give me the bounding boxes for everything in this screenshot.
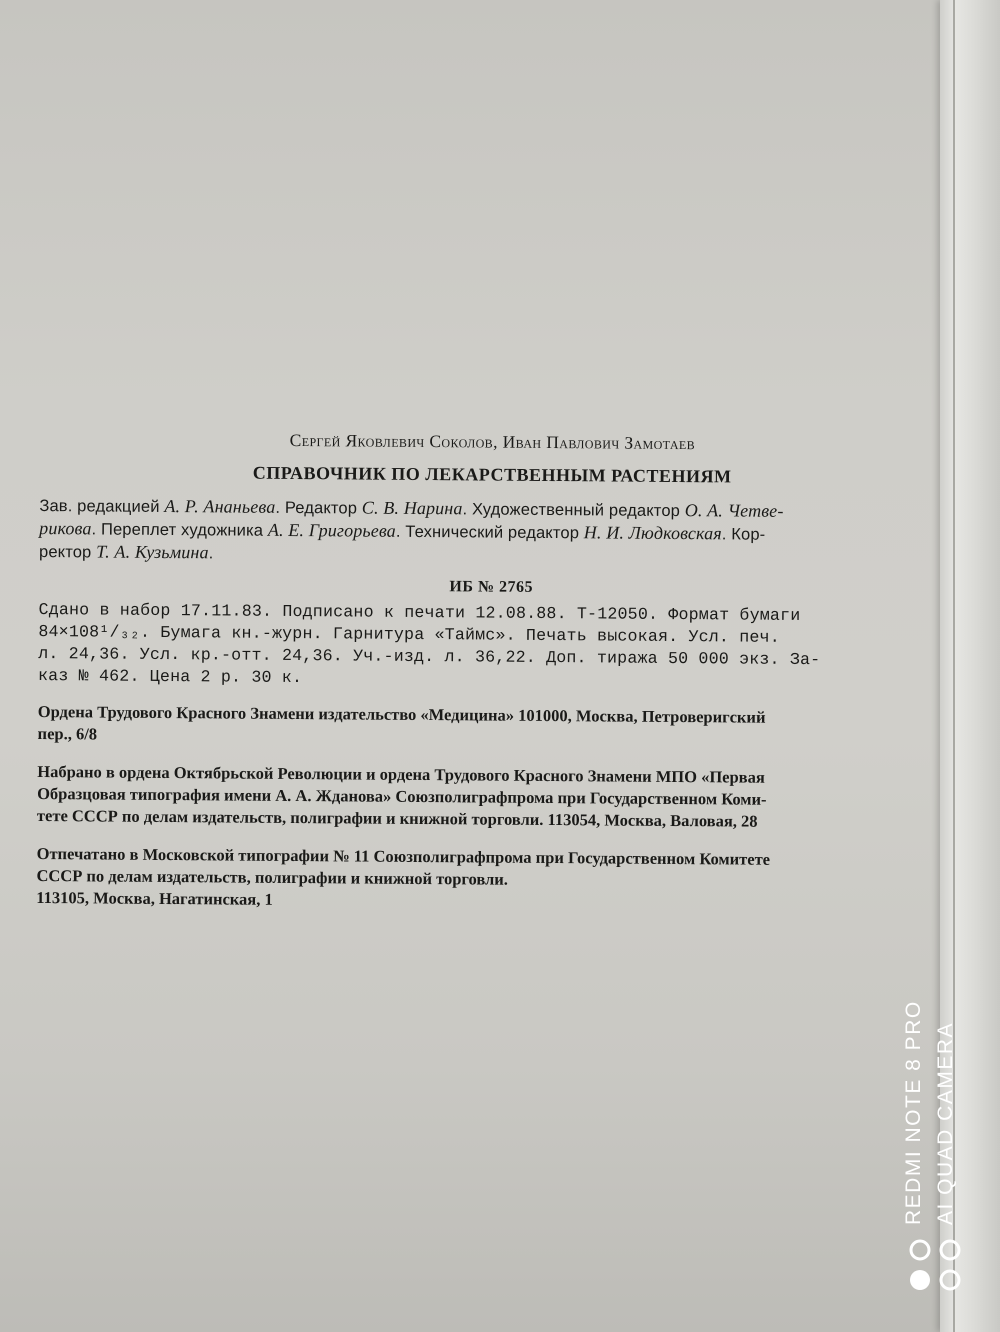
typesetting-line: тете СССР по делам издательств, полиграфии и книжной торговли. 113054, Москва, Валовая, 28 bbox=[36, 805, 758, 831]
staff-text: Зав. редакцией bbox=[39, 496, 165, 516]
staff-name: Т. А. Кузьмина bbox=[96, 541, 209, 563]
technical-details bbox=[38, 599, 944, 694]
tech-line: Сдано в набор 17.11.83. Подписано к печати 12.08.88. Т-12050. Формат бумаги bbox=[38, 599, 801, 625]
staff-text: . Редактор bbox=[275, 498, 362, 518]
tech-line: л. 24,36. Усл. кр.-отт. 24,36. Уч.-изд. л. 36,22. Доп. тиража 50 000 экз. За- bbox=[38, 643, 821, 670]
staff-name: Н. И. Людковская bbox=[583, 522, 722, 544]
editorial-staff bbox=[39, 494, 945, 570]
typesetting-info bbox=[37, 761, 942, 834]
staff-text: . Художественный редактор bbox=[462, 500, 685, 521]
publisher-info bbox=[38, 701, 943, 752]
ib-number: ИБ № 2765 bbox=[449, 578, 534, 596]
printing-line: СССР по делам издательств, полиграфии и книжной торговли. bbox=[36, 865, 509, 889]
typesetting-line: Набрано в ордена Октябрьской Революции и ордена Трудового Красного Знамени МПО «Первая bbox=[37, 761, 765, 787]
staff-name: О. А. Четве- bbox=[684, 500, 784, 521]
staff-text: . Переплет художника bbox=[91, 520, 268, 540]
printing-info bbox=[36, 843, 941, 916]
watermark-camera: AI QUAD CAMERA bbox=[934, 1021, 957, 1225]
camera-lens-icon bbox=[905, 1235, 965, 1295]
typesetting-line: Образцовая типография имени А. А. Жданова» Союзполиграфпрома при Государственном Коми- bbox=[37, 783, 767, 809]
staff-text: ректор bbox=[38, 542, 97, 562]
camera-watermark bbox=[897, 1000, 987, 1300]
staff-text: . Технический редактор bbox=[395, 522, 584, 543]
printing-line: Отпечатано в Московской типографии № 11 Союзполиграфпрома при Государственном Комитете bbox=[36, 843, 771, 869]
book-title: СПРАВОЧНИК ПО ЛЕКАРСТВЕННЫМ РАСТЕНИЯМ bbox=[252, 462, 732, 487]
staff-name: А. Е. Григорьева bbox=[267, 519, 396, 541]
book-authors: Сергей Яковлевич Соколов, Иван Павлович Замотаев bbox=[289, 429, 696, 454]
staff-name: С. В. Нарина bbox=[361, 497, 463, 519]
staff-name: А. Р. Ананьева bbox=[164, 495, 276, 517]
printing-line: 113105, Москва, Нагатинская, 1 bbox=[36, 887, 273, 909]
publisher-line: Ордена Трудового Красного Знамени издательство «Медицина» 101000, Москва, Петроверигский bbox=[37, 701, 766, 727]
imprint-block bbox=[36, 428, 945, 932]
tech-line: 84×108¹/₃₂. Бумага кн.-журн. Гарнитура «Таймс». Печать высокая. Усл. печ. bbox=[38, 621, 780, 647]
publisher-line: пер., 6/8 bbox=[37, 723, 98, 744]
staff-name: рикова bbox=[39, 517, 92, 539]
staff-text: . Кор- bbox=[721, 525, 766, 544]
tech-line: каз № 462. Цена 2 р. 30 к. bbox=[37, 665, 303, 688]
staff-text: . bbox=[208, 544, 214, 563]
watermark-model: REDMI NOTE 8 PRO bbox=[902, 1000, 925, 1225]
